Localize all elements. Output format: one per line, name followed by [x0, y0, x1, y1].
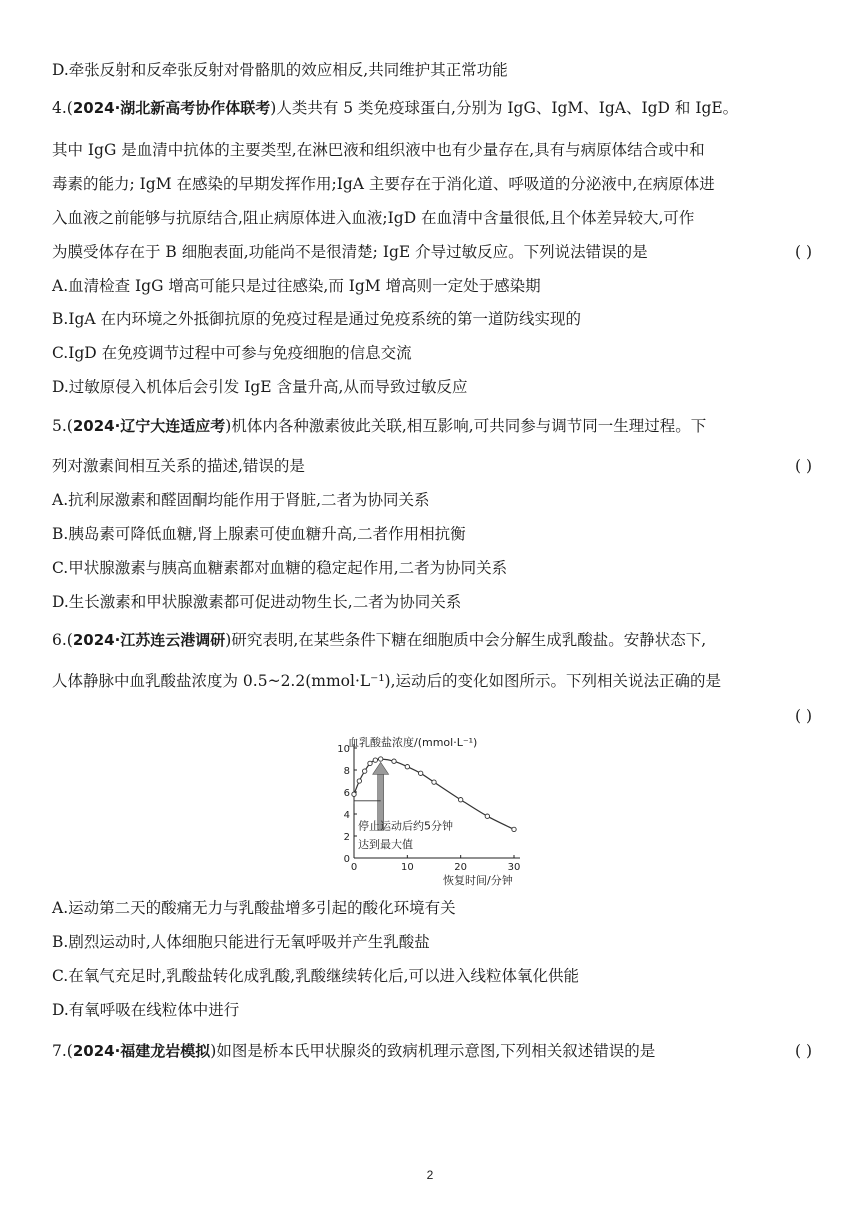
text-line — [52, 456, 812, 476]
answer-blank: ( ) — [794, 1042, 812, 1060]
line-text: D.生长激素和甲状腺激素都可促进动物生长,二者为协同关系 — [52, 593, 462, 611]
data-point — [373, 758, 377, 762]
data-point — [362, 769, 366, 773]
data-point — [418, 771, 422, 775]
text-line — [52, 242, 812, 262]
text-line — [52, 592, 812, 612]
line-text: D.有氧呼吸在线粒体中进行 — [52, 1001, 240, 1019]
text-line — [52, 276, 812, 296]
text-line — [52, 558, 812, 578]
y-tick-label: 2 — [343, 832, 350, 843]
text-line — [52, 966, 812, 986]
data-point — [432, 780, 436, 784]
y-tick-label: 8 — [343, 766, 350, 777]
line-text: A.抗利尿激素和醛固酮均能作用于肾脏,二者为协同关系 — [52, 491, 430, 509]
answer-blank: ( ) — [794, 243, 812, 261]
line-text: )机体内各种激素彼此关联,相互影响,可共同参与调节同一生理过程。下 — [225, 417, 707, 435]
data-point — [368, 761, 372, 765]
text-line — [52, 630, 812, 650]
text-line — [52, 140, 812, 160]
question-number: 7.( — [52, 1042, 73, 1060]
data-point — [378, 757, 382, 761]
text-line — [52, 98, 812, 118]
line-text: A.血清检查 IgG 增高可能只是过往感染,而 IgM 增高则一定处于感染期 — [52, 277, 541, 295]
text-line — [52, 309, 812, 329]
question-source: 2024·辽宁大连适应考 — [72, 417, 226, 435]
line-text: )人类共有 5 类免疫球蛋白,分别为 IgG、IgM、IgA、IgD 和 IgE。 — [270, 99, 739, 117]
text-line — [52, 208, 812, 228]
line-text: C.甲状腺激素与胰高血糖素都对血糖的稳定起作用,二者为协同关系 — [52, 559, 508, 577]
line-text: 列对激素间相互关系的描述,错误的是 — [52, 457, 305, 475]
y-tick-label: 10 — [337, 744, 350, 755]
question-number: 6.( — [52, 631, 73, 649]
answer-blank: ( ) — [794, 707, 812, 725]
line-text: A.运动第二天的酸痛无力与乳酸盐增多引起的酸化环境有关 — [52, 899, 456, 917]
text-line — [52, 416, 812, 436]
y-tick-label: 6 — [343, 788, 350, 799]
x-tick-label: 10 — [400, 862, 414, 873]
text-line — [52, 490, 812, 510]
line-text: 毒素的能力; IgM 在感染的早期发挥作用;IgA 主要存在于消化道、呼吸道的分泌液中,在病原体进 — [52, 175, 715, 193]
y-tick-label: 0 — [343, 854, 350, 865]
text-line — [52, 1000, 812, 1020]
text-line — [52, 524, 812, 544]
question-source: 2024·湖北新高考协作体联考 — [72, 99, 271, 117]
x-tick-label: 30 — [507, 862, 521, 873]
question-number: 4.( — [52, 99, 73, 117]
line-text: 入血液之前能够与抗原结合,阻止病原体进入血液;IgD 在血清中含量很低,且个体差异较大,可作 — [52, 209, 695, 227]
x-tick-label: 20 — [454, 862, 468, 873]
line-text: 其中 IgG 是血清中抗体的主要类型,在淋巴液和组织液中也有少量存在,具有与病原体结合或中和 — [52, 141, 705, 159]
y-tick-label: 4 — [343, 810, 350, 821]
peak-annotation — [354, 762, 453, 851]
question-source: 2024·福建龙岩模拟 — [72, 1042, 211, 1060]
text-line — [52, 377, 812, 397]
line-text: C.在氧气充足时,乳酸盐转化成乳酸,乳酸继续转化后,可以进入线粒体氧化供能 — [52, 967, 580, 985]
data-point — [392, 759, 396, 763]
data-point — [458, 798, 462, 802]
line-text: D.牵张反射和反牵张反射对骨骼肌的效应相反,共同维护其正常功能 — [52, 61, 508, 79]
question-number: 5.( — [52, 417, 73, 435]
data-point — [357, 779, 361, 783]
data-point — [352, 792, 356, 796]
line-text: C.IgD 在免疫调节过程中可参与免疫细胞的信息交流 — [52, 344, 412, 362]
text-line — [52, 898, 812, 918]
text-line — [52, 343, 812, 363]
line-text: B.IgA 在内环境之外抵御抗原的免疫过程是通过免疫系统的第一道防线实现的 — [52, 310, 581, 328]
arrow-head — [373, 762, 389, 774]
y-axis-label: 血乳酸盐浓度/(mmol·L⁻¹) — [348, 736, 478, 749]
line-text: B.胰岛素可降低血糖,肾上腺素可使血糖升高,二者作用相抗衡 — [52, 525, 466, 543]
text-line — [52, 60, 812, 80]
line-text: )如图是桥本氏甲状腺炎的致病机理示意图,下列相关叙述错误的是 — [210, 1042, 656, 1060]
line-text: )研究表明,在某些条件下糖在细胞质中会分解生成乳酸盐。安静状态下, — [225, 631, 707, 649]
x-tick-label: 0 — [350, 862, 358, 873]
line-text: 为膜受体存在于 B 细胞表面,功能尚不是很清楚; IgE 介导过敏反应。下列说法错误的是 — [52, 243, 648, 261]
x-axis-label: 恢复时间/分钟 — [443, 874, 513, 887]
data-point — [485, 814, 489, 818]
question-source: 2024·江苏连云港调研 — [72, 631, 226, 649]
lactate-chart — [318, 730, 548, 890]
line-text: D.过敏原侵入机体后会引发 IgE 含量升高,从而导致过敏反应 — [52, 378, 468, 396]
line-text: B.剧烈运动时,人体细胞只能进行无氧呼吸并产生乳酸盐 — [52, 933, 430, 951]
answer-blank: ( ) — [794, 457, 812, 475]
text-line — [52, 1041, 812, 1061]
chart-ticks — [337, 744, 520, 873]
annotation-line-1: 停止运动后约5分钟 — [358, 819, 453, 833]
text-line — [52, 671, 812, 691]
page-number: 2 — [426, 1168, 434, 1182]
data-point — [405, 765, 409, 769]
annotation-line-2: 达到最大值 — [358, 838, 413, 852]
data-point — [512, 827, 516, 831]
text-line — [52, 932, 812, 952]
line-text: 人体静脉中血乳酸盐浓度为 0.5~2.2(mmol·L⁻¹),运动后的变化如图所示。下列相关说法正确的是 — [52, 672, 722, 690]
text-line — [52, 174, 812, 194]
